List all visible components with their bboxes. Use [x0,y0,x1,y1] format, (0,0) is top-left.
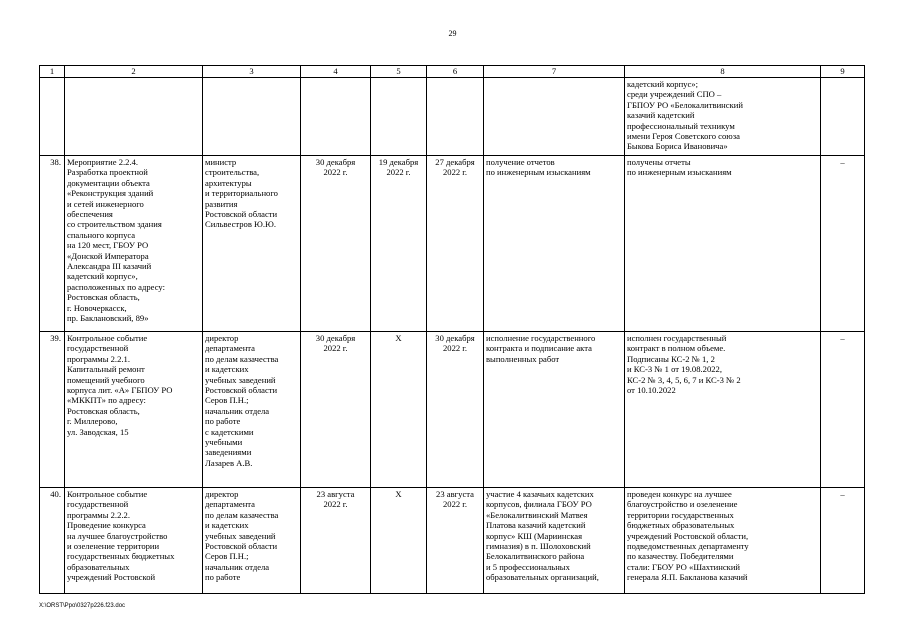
header-cell: 6 [427,66,484,78]
actual-result-cell: проведен конкурс на лучшее благоустройство и озеленение территории государственных бюджетных образовательных учреждений Ростовской области, подведомственных департаменту по казачеству. Победителями стали: ГБОУ РО «Шахтинский генерала Я.П. Бакланова казачий [625,488,821,594]
header-cell: 9 [821,66,865,78]
row-number: 40. [40,488,65,594]
report-table [39,65,865,594]
planned-date-cell: 30 декабря 2022 г. [301,332,371,488]
date-cell: Х [371,332,427,488]
table-row [40,156,865,332]
responsible-cell: директор департамента по делам казачества и кадетских учебных заведений Ростовской области Серов П.Н.; начальник отдела по работе [203,488,301,594]
event-cell: Контрольное событие государственной программы 2.2.2. Проведение конкурса на лучшее благоустройство и озеленение территории государственных бюджетных образовательных учреждений Ростовской [65,488,203,594]
planned-date-cell: 30 декабря 2022 г. [301,156,371,332]
notes-cell [821,78,865,156]
date-cell: Х [371,488,427,594]
header-cell: 1 [40,66,65,78]
event-cell [65,78,203,156]
actual-result-cell: получены отчеты по инженерным изысканиям [625,156,821,332]
header-cell: 8 [625,66,821,78]
responsible-cell: директор департамента по делам казачества и кадетских учебных заведений Ростовской области Серов П.Н.; начальник отдела по работе с кадетскими учебными заведениями Лазарев А.В. [203,332,301,488]
expected-result-cell [484,78,625,156]
table-row [40,78,865,156]
table-header-row [40,66,865,78]
notes-cell: – [821,156,865,332]
responsible-cell: министр строительства, архитектуры и территориального развития Ростовской области Сильвестров Ю.Ю. [203,156,301,332]
actual-date-cell: 23 августа 2022 г. [427,488,484,594]
page-number: 29 [448,29,457,38]
header-cell: 2 [65,66,203,78]
date-cell [371,78,427,156]
expected-result-cell: участие 4 казачьих кадетских корпусов, филиала ГБОУ РО «Белокалитвинский Матвея Платова казачий кадетский корпус» КШ (Мариинская гимназия) в п. Шолоховский Белокалитвинского района и 5 профессиональных образовательных организаций, [484,488,625,594]
planned-date-cell: 23 августа 2022 г. [301,488,371,594]
actual-date-cell: 27 декабря 2022 г. [427,156,484,332]
row-number: 39. [40,332,65,488]
file-path-footer: X:\ORST\Ppo\0327p226.f23.doc [39,603,126,609]
header-cell: 3 [203,66,301,78]
event-cell: Мероприятие 2.2.4. Разработка проектной документации объекта «Реконструкция зданий и сетей инженерного обеспечения со строительством здания спального корпуса на 120 мест, ГБОУ РО «Донской Императора Александра III казачий кадетский корпус», расположенных по адресу: Ростовская область, г. Новочеркасск, пр. Баклановский, 89» [65,156,203,332]
table-row [40,488,865,594]
actual-date-cell: 30 декабря 2022 г. [427,332,484,488]
date-cell: 19 декабря 2022 г. [371,156,427,332]
expected-result-cell: получение отчетов по инженерным изысканиям [484,156,625,332]
notes-cell: – [821,488,865,594]
header-cell: 4 [301,66,371,78]
table-row [40,332,865,488]
responsible-cell [203,78,301,156]
notes-cell: – [821,332,865,488]
actual-result-cell: исполнен государственный контракт в полном объеме. Подписаны КС-2 № 1, 2 и КС-3 № 1 от 19.08.2022, КС-2 № 3, 4, 5, 6, 7 и КС-3 № 2 от 10.10.2022 [625,332,821,488]
header-cell: 5 [371,66,427,78]
event-cell: Контрольное событие государственной программы 2.2.1. Капитальный ремонт помещений учебного корпуса лит. «А» ГБПОУ РО «МККПТ» по адресу: Ростовская область, г. Миллерово, ул. Заводская, 15 [65,332,203,488]
row-number [40,78,65,156]
planned-date-cell [301,78,371,156]
row-number: 38. [40,156,65,332]
header-cell: 7 [484,66,625,78]
expected-result-cell: исполнение государственного контракта и подписание акта выполненных работ [484,332,625,488]
actual-result-cell: кадетский корпус»; среди учреждений СПО – ГБПОУ РО «Белокалитвинский казачий кадетский профессиональный техникум имени Героя Советского союза Быкова Бориса Ивановича» [625,78,821,156]
actual-date-cell [427,78,484,156]
